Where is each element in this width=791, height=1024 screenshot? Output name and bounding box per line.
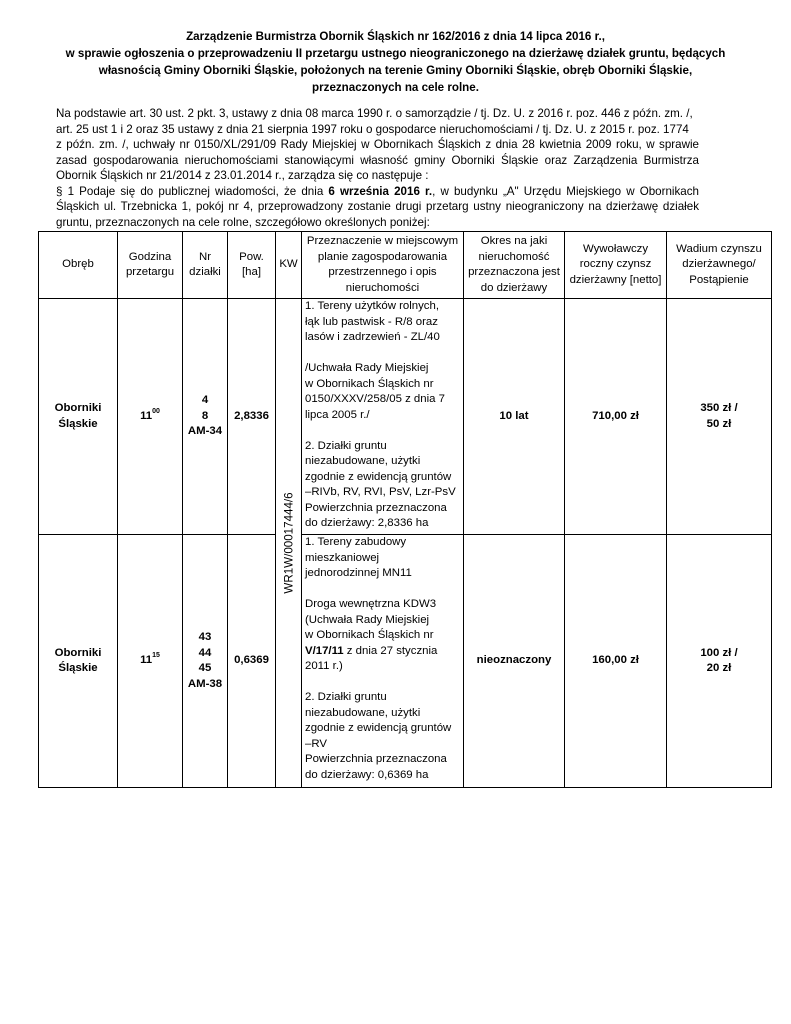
title-line-2: w sprawie ogłoszenia o przeprowadzeniu II przetargu ustnego nieograniczonego na dzierżawę działek gruntu, będących: [65, 47, 726, 60]
legal-basis-line: zasad gospodarowania nieruchomościami stanowiącymi własność gminy Oborniki Śląskie oraz Zarządzenia Burmistrza: [56, 153, 699, 167]
header-obreb: Obręb: [39, 232, 118, 299]
cell-nr-dzialki: 4 8 AM-34: [183, 299, 228, 535]
header-godzina: Godzina przetargu: [118, 232, 183, 299]
header-wadium: Wadium czynszu dzierżawnego/ Postąpienie: [667, 232, 772, 299]
header-czynsz: Wywoławczy roczny czynsz dzierżawny [netto]: [565, 232, 667, 299]
intro-text: [56, 106, 699, 230]
table-row: [39, 535, 772, 788]
header-powierzchnia: Pow. [ha]: [228, 232, 276, 299]
title-line-1: Zarządzenie Burmistrza Obornik Śląskich nr 162/2016 z dnia 14 lipca 2016 r.,: [186, 30, 605, 43]
cell-okres: 10 lat: [464, 299, 565, 535]
cell-nr-dzialki: 43 44 45 AM-38: [183, 535, 228, 788]
auction-date: 6 września 2016 r.: [328, 184, 433, 198]
resolution-number: V/17/11: [305, 644, 344, 657]
cell-przeznaczenie: 1. Tereny użytków rolnych, łąk lub pastwisk - R/8 oraz lasów i zadrzewień - ZL/40 /Uchwała Rady Miejskiej w Obornikach Śląskich nr 0150/XXXV/258/05 z dnia 7 lipca 2005 r./ 2. Działki gruntu niezabudowane, użytki zgodnie z ewidencją gruntów –RIVb, RV, RVI, PsV, Lzr-PsV Powierzchnia przeznaczona do dzierżawy: 2,8336 ha: [302, 299, 464, 535]
cell-godzina: $11^{00}$: [118, 299, 183, 535]
cell-powierzchnia: 0,6369: [228, 535, 276, 788]
cell-wadium: 350 zł / 50 zł: [667, 299, 772, 535]
cell-godzina: $11^{15}$: [118, 535, 183, 788]
cell-czynsz: 160,00 zł: [565, 535, 667, 788]
table-row: [39, 299, 772, 535]
plots-table: [38, 231, 772, 788]
cell-powierzchnia: 2,8336: [228, 299, 276, 535]
cell-wadium: 100 zł / 20 zł: [667, 535, 772, 788]
document-title: [40, 28, 751, 96]
cell-obreb: Oborniki Śląskie: [39, 299, 118, 535]
table-header-row: [39, 232, 772, 299]
section-1-paragraph: [56, 184, 699, 231]
legal-basis-line: Na podstawie art. 30 ust. 2 pkt. 3, ustawy z dnia 08 marca 1990 r. o samorządzie / tj. Dz. U. z 2016 r. poz. 446 z późn. zm. /,: [56, 107, 693, 120]
legal-basis-paragraph: [56, 106, 699, 184]
title-line-4: przeznaczonych na cele rolne.: [312, 81, 479, 94]
cell-przeznaczenie: 1. Tereny zabudowy mieszkaniowej jednorodzinnej MN11 Droga wewnętrzna KDW3 (Uchwała Rady Miejskiej w Obornikach Śląskich nr V/17/11 z dnia 27 stycznia 2011 r.) 2. Działki gruntu niezabudowane, użytki zgodnie z ewidencją gruntów –RV Powierzchnia przeznaczona do dzierżawy: 0,6369 ha: [302, 535, 464, 788]
section-1-line: Śląskich ul. Trzebnicka 1, pokój nr 4, przeprowadzony zostanie drugi przetarg ustny nieograniczony na dzierżawę działek: [56, 200, 699, 213]
title-line-3: własnością Gminy Oborniki Śląskie, położonych na terenie Gminy Oborniki Śląskie, obręb Oborniki Śląskie,: [98, 64, 693, 77]
header-przeznaczenie: Przeznaczenie w miejscowym planie zagospodarowania przestrzennego i opis nieruchomości: [302, 232, 464, 299]
legal-basis-line: z późn. zm. /, uchwały nr 0150/XL/291/09 Rady Miejskiej w Obornikach Śląskich z dnia 28 kwietnia 2009 roku, w sprawie: [56, 138, 699, 151]
section-1-line: gruntu, przeznaczonych na cele rolne, szczegółowo określonych poniżej:: [56, 215, 430, 229]
section-1-line: § 1 Podaje się do publicznej wiadomości, że dnia 6 września 2016 r., w budynku „A" Urzędu Miejskiego w Obornikach: [56, 184, 699, 198]
legal-basis-line: art. 25 ust 1 i 2 oraz 35 ustawy z dnia 21 sierpnia 1997 roku o gospodarce nieruchomościami / tj. Dz. U. z 2015 r. poz. 1774: [56, 122, 689, 136]
cell-czynsz: 710,00 zł: [565, 299, 667, 535]
header-okres: Okres na jaki nieruchomość przeznaczona jest do dzierżawy: [464, 232, 565, 299]
cell-okres: nieoznaczony: [464, 535, 565, 788]
legal-basis-line: Obornik Śląskich nr 21/2014 z 23.01.2014 r., zarządza się co następuje :: [56, 169, 429, 182]
header-nr-dzialki: Nr działki: [183, 232, 228, 299]
cell-kw: [276, 299, 302, 788]
cell-obreb: Oborniki Śląskie: [39, 535, 118, 788]
header-kw: KW: [276, 232, 302, 299]
kw-number: WR1W/00017444/6: [281, 492, 295, 594]
